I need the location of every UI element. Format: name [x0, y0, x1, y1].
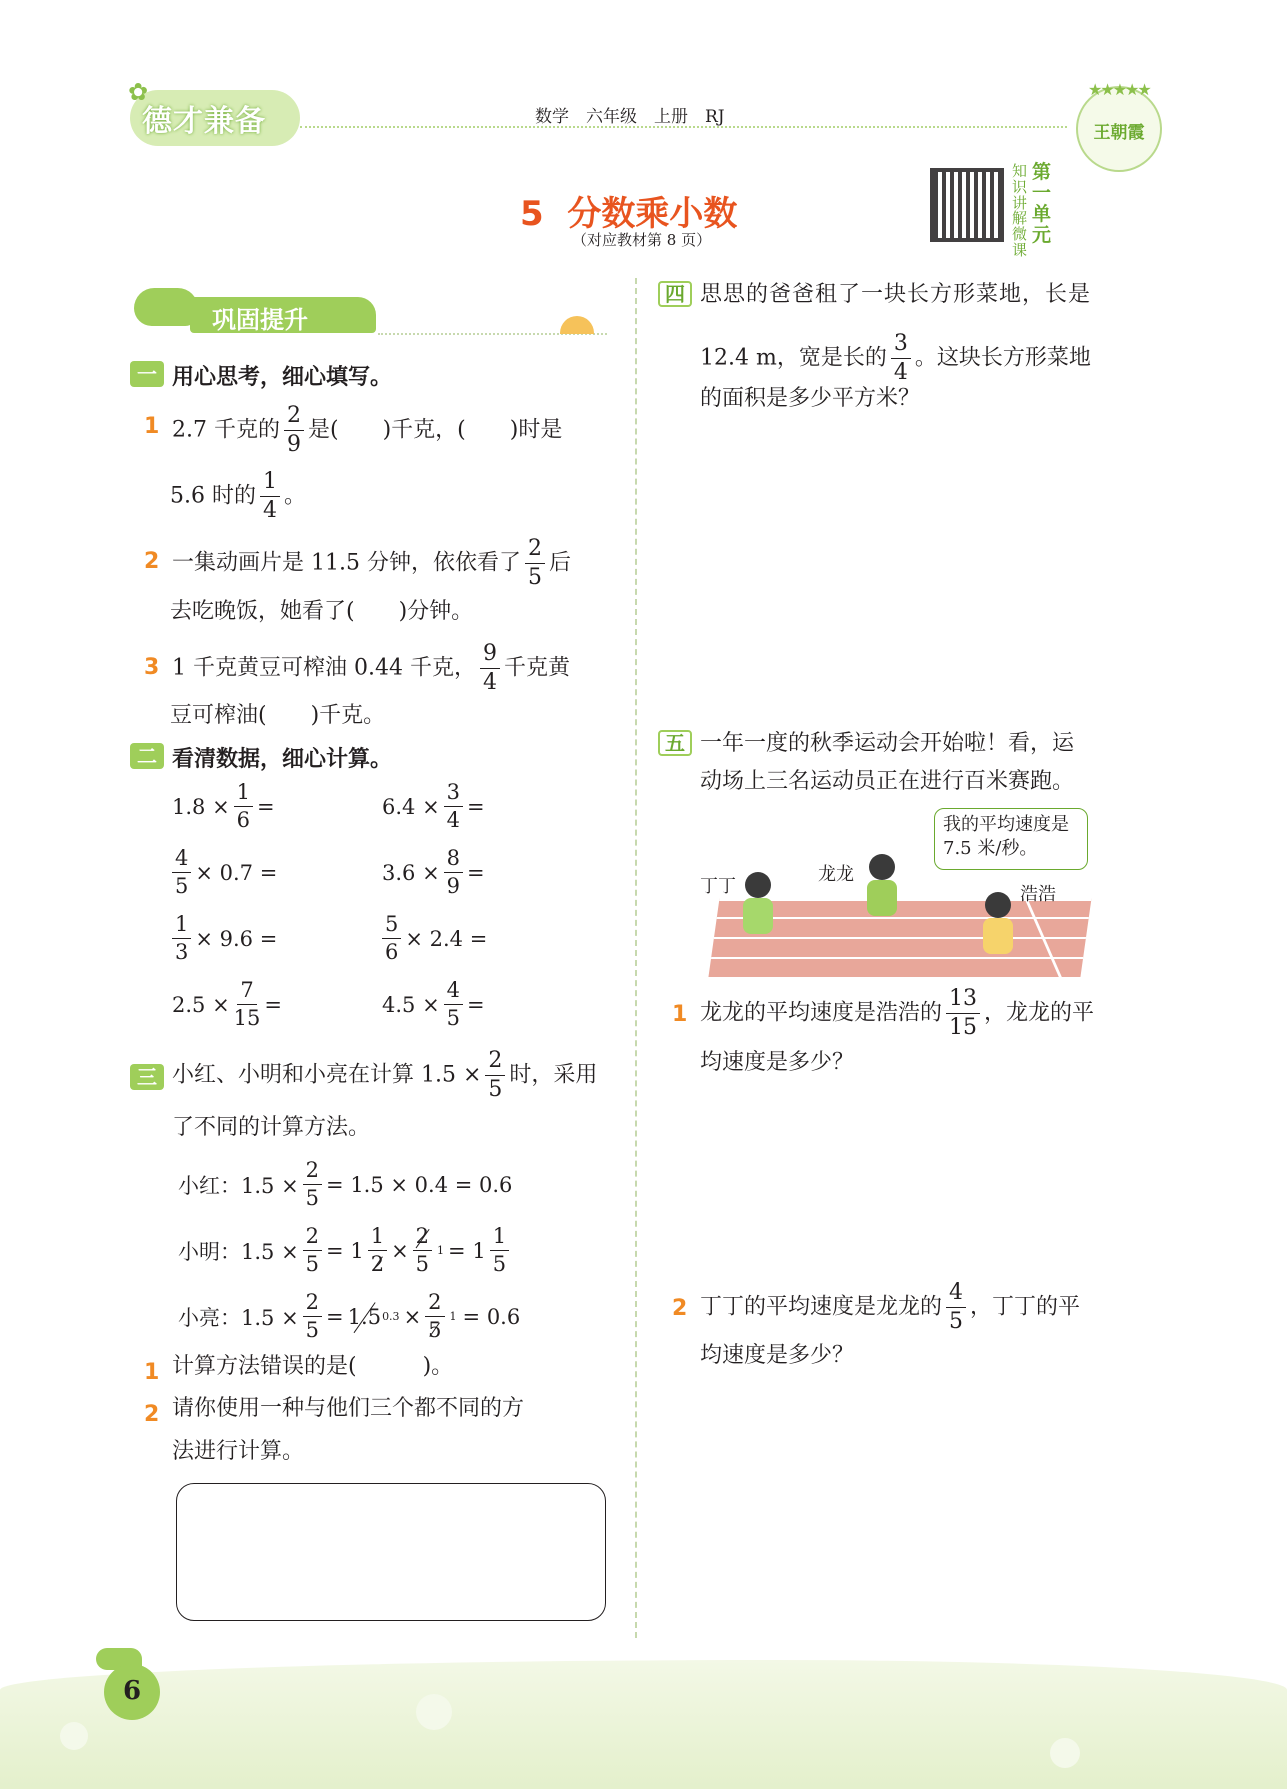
method-xiaoming: 小明：1.5 × $\frac{2}{5}$ = 1 $\frac{1}{2}$ × $\frac{2}{5}$ 1 = 1 1 5	[178, 1226, 513, 1275]
footer-wave	[0, 1660, 1287, 1789]
section-4-line-1: 思思的爸爸租了一块长方形菜地，长是	[700, 282, 1092, 307]
whale-icon	[134, 288, 198, 326]
question-1-1: 2.7 千克的 $\frac{2}{9}$ 是( )千克，( )时是	[172, 403, 563, 457]
question-number: 1	[144, 1360, 160, 1385]
section-badge-4: 四	[658, 281, 692, 307]
calc-item: 4.5 × $\frac{4}{5}$ =	[382, 978, 485, 1030]
stars-icon: ★★★★★	[1088, 80, 1150, 99]
fraction: $\frac{9}{4}$	[480, 643, 500, 694]
publisher-seal	[1076, 80, 1162, 172]
method-xiaoliang: 小亮：1.5 × $\frac{2}{5}$ = 1.5 0.3 × $\frac{2}{5}$ 1 = 0.6	[178, 1290, 521, 1342]
question-number: 1	[672, 1002, 688, 1027]
calc-item: $\frac{1}{3}$ × 9.6 =	[168, 914, 277, 963]
question-5-1-cont: 均速度是多少？	[700, 1050, 855, 1075]
section-3-intro: 小红、小明和小亮在计算 1.5 × $\frac{2}{5}$ 时，采用	[172, 1048, 598, 1102]
runner-icon	[743, 898, 773, 934]
section-4-line-2: 12.4 m，宽是长的 $\frac{3}{4}$ 。这块长方形菜地	[700, 331, 1091, 385]
qr-code[interactable]	[930, 168, 1004, 242]
section-title-1: 用心思考，细心填写。	[172, 365, 393, 390]
method-xiaohong: 小红：1.5 × $\frac{2}{5}$ = 1.5 × 0.4 = 0.6	[178, 1158, 513, 1210]
book-info: 数学 六年级 上册 RJ	[535, 107, 725, 127]
section-5-line-2: 动场上三名运动员正在进行百米赛跑。	[700, 769, 1075, 794]
question-number: 1	[144, 414, 160, 439]
question-5-2-cont: 均速度是多少？	[700, 1343, 855, 1368]
runner-label: 龙龙	[818, 864, 854, 885]
section-title-2: 看清数据，细心计算。	[172, 747, 393, 772]
question-1-2: 一集动画片是 11.5 分钟，依依看了 $\frac{2}{5}$ 后	[172, 536, 571, 590]
calc-item: 6.4 × $\frac{3}{4}$ =	[382, 780, 485, 832]
footer-bubble	[416, 1694, 452, 1730]
runner-icon	[983, 918, 1013, 954]
page-number: 6	[122, 1676, 142, 1706]
answer-box[interactable]	[176, 1483, 606, 1621]
question-1-3-cont: 豆可榨油( )千克。	[170, 703, 386, 728]
section-5-line-1: 一年一度的秋季运动会开始啦！看，运	[700, 731, 1075, 756]
lesson-subtitle: （对应教材第 8 页）	[572, 231, 712, 249]
question-number: 2	[144, 549, 160, 574]
runner-icon	[867, 880, 897, 916]
column-divider	[635, 278, 637, 1638]
bubble-text: 我的平均速度是 7.5 米/秒。	[943, 814, 1069, 860]
question-5-1: 龙龙的平均速度是浩浩的 $\frac{13}{15}$ ，龙龙的平	[700, 986, 1095, 1040]
section-badge-1: 一	[130, 361, 164, 387]
runner-label: 浩浩	[1020, 884, 1056, 905]
sunset-icon	[560, 316, 594, 334]
runner-icon	[985, 892, 1011, 918]
fraction: $\frac{1}{4}$	[260, 471, 280, 522]
runner-icon	[869, 854, 895, 880]
brand-logo: 德才兼备	[142, 104, 266, 139]
calc-item: $\frac{4}{5}$ × 0.7 =	[168, 848, 277, 897]
question-1-2-cont: 去吃晚饭，她看了( )分钟。	[170, 599, 474, 624]
unit-label: 第一单元	[1032, 161, 1052, 246]
section-badge-5: 五	[658, 730, 692, 756]
runner-icon	[745, 872, 771, 898]
fraction: $\frac{2}{9}$	[284, 405, 304, 456]
fraction: $\frac{2}{5}$	[525, 538, 545, 589]
speech-bubble	[934, 808, 1088, 870]
question-number: 2	[144, 1402, 160, 1427]
question-number: 3	[144, 655, 160, 680]
question-5-2: 丁丁的平均速度是龙龙的 $\frac{4}{5}$ ，丁丁的平	[700, 1280, 1081, 1334]
lesson-title: 5 分数乘小数	[520, 194, 738, 234]
footer-bubble	[60, 1722, 88, 1750]
calc-item: 1.8 × $\frac{1}{6}$ =	[172, 780, 275, 832]
section-3-intro-cont: 了不同的计算方法。	[172, 1115, 371, 1140]
calc-item: 2.5 × $\frac{7}{15}$ =	[172, 978, 283, 1030]
seal-text: 王朝霞	[1093, 123, 1145, 143]
question-1-1-cont: 5.6 时的 $\frac{1}{4}$ 。	[170, 469, 306, 523]
question-number: 2	[672, 1296, 688, 1321]
palm-icon: ✿	[128, 78, 149, 106]
section-4-line-3: 的面积是多少平方米？	[700, 386, 921, 411]
calc-item: $\frac{5}{6}$ × 2.4 =	[378, 914, 487, 963]
question-1-3: 1 千克黄豆可榨油 0.44 千克， $\frac{9}{4}$ 千克黄	[172, 641, 570, 695]
section-badge-3: 三	[130, 1064, 164, 1090]
question-3-1: 计算方法错误的是( )。	[172, 1354, 454, 1379]
banner-title: 巩固提升	[212, 306, 308, 334]
calc-item: 3.6 × $\frac{8}{9}$ =	[382, 846, 485, 898]
footer-bubble	[1050, 1738, 1080, 1768]
question-3-2: 请你使用一种与他们三个都不同的方	[172, 1396, 525, 1421]
section-badge-2: 二	[130, 743, 164, 769]
runner-label: 丁丁	[700, 876, 736, 897]
question-3-2-cont: 法进行计算。	[172, 1439, 305, 1464]
qr-label: 知识讲解微课	[1012, 162, 1028, 259]
